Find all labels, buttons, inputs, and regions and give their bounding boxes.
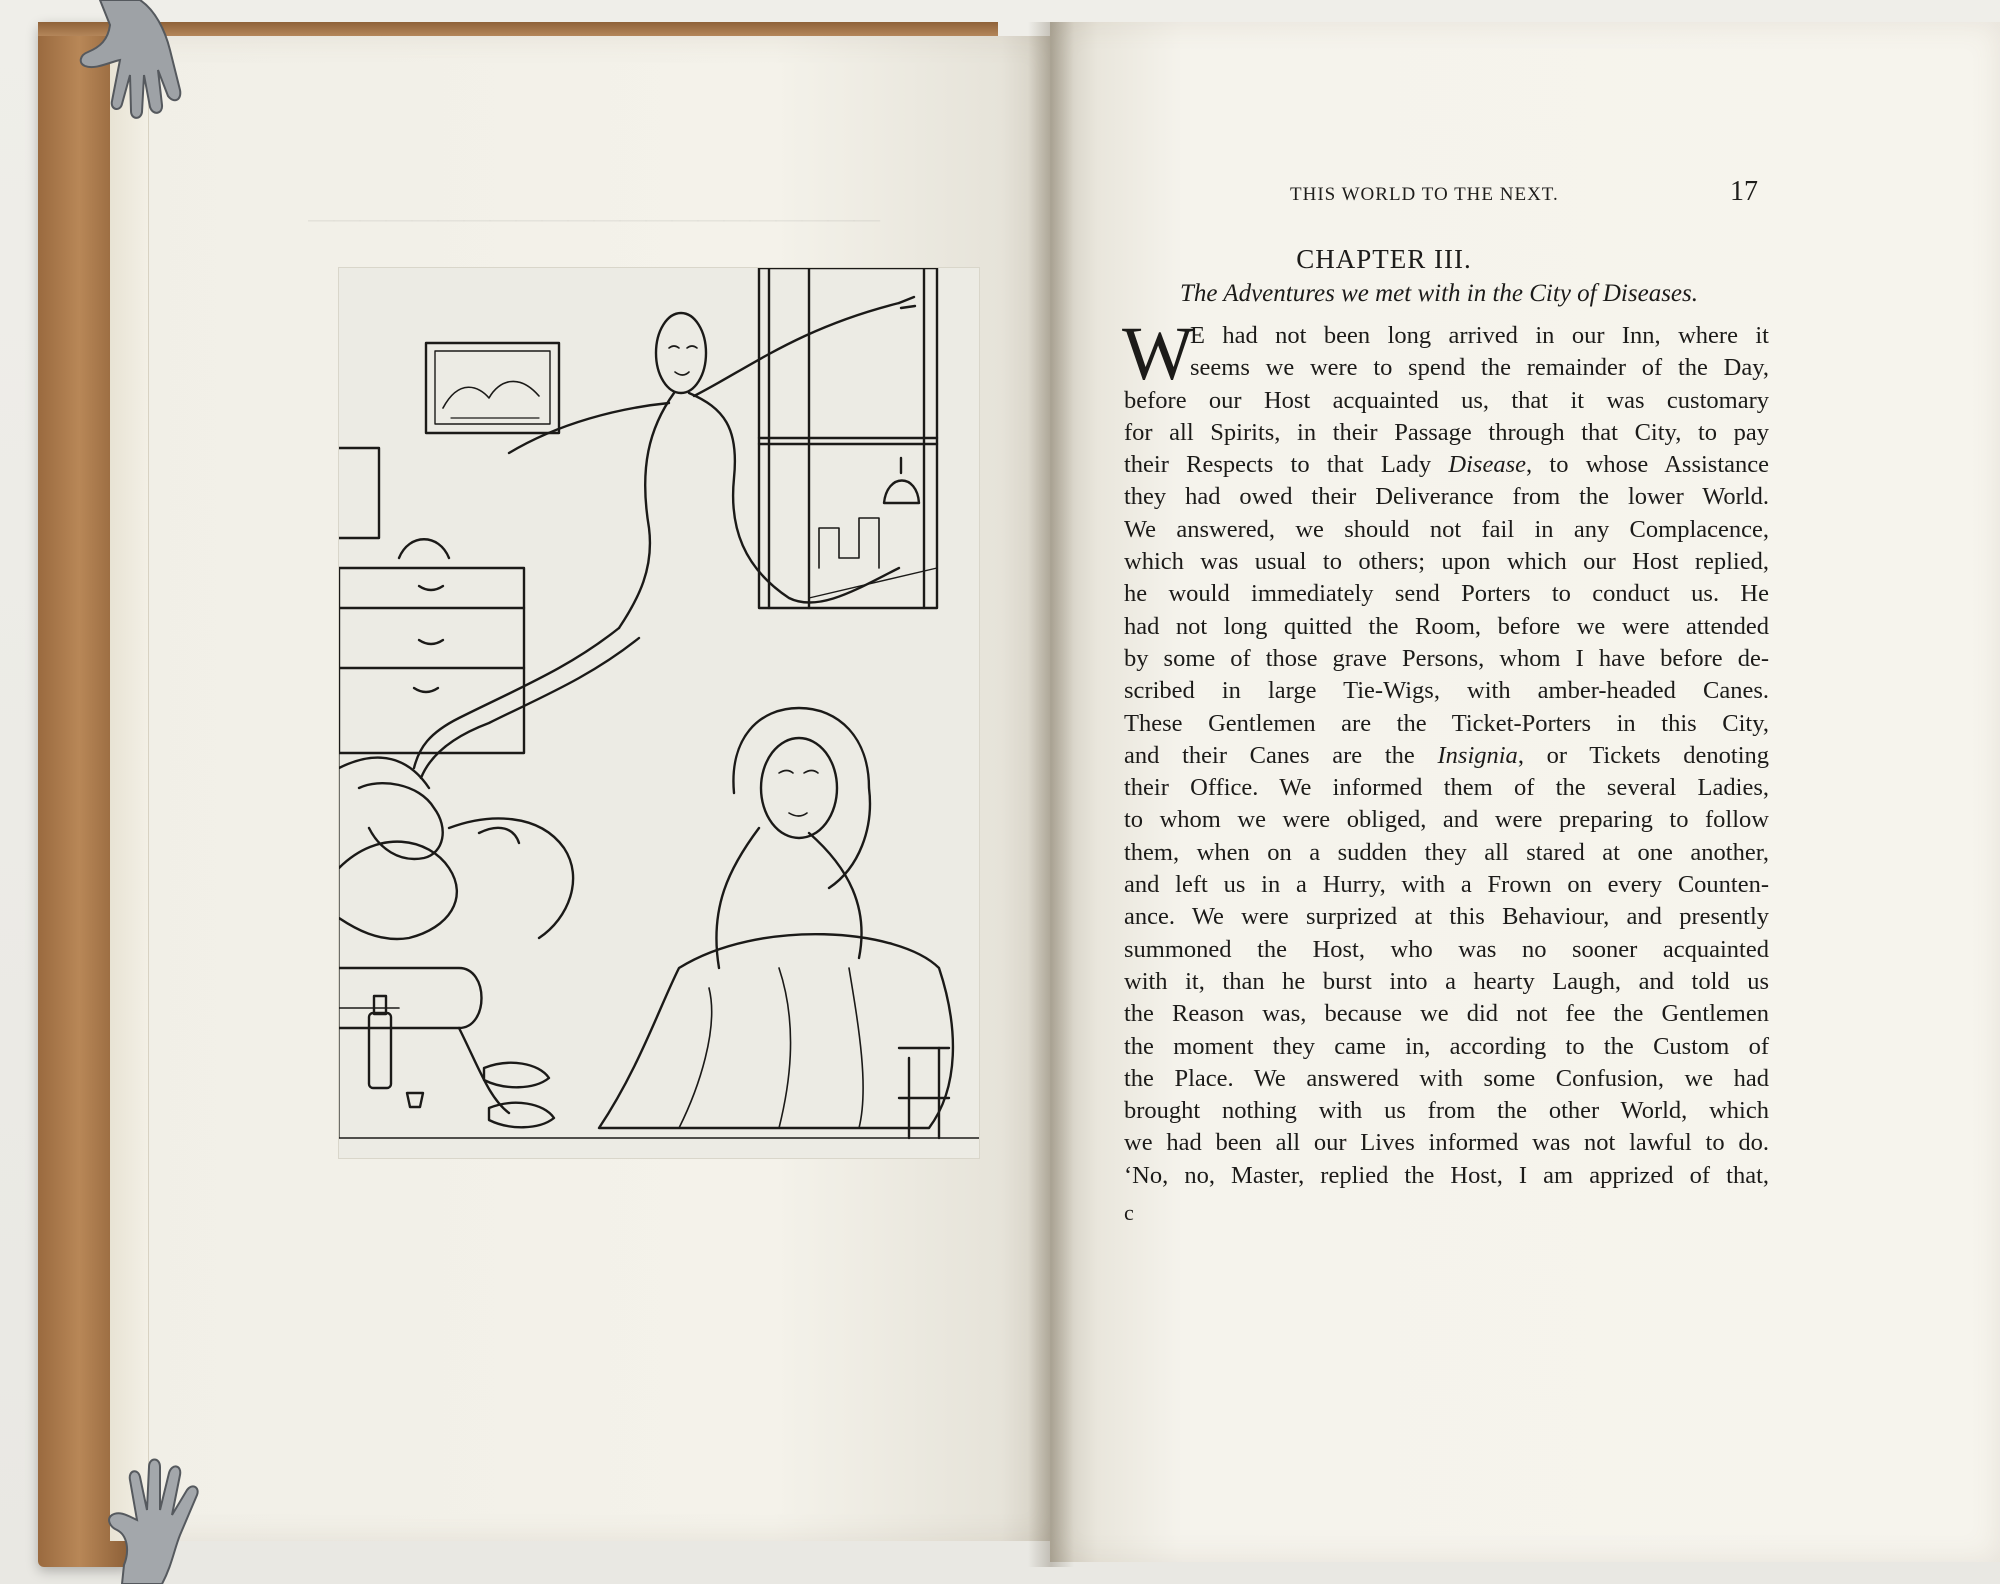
sick-room-engraving: [339, 268, 979, 1158]
engraving-illustration: [338, 267, 980, 1159]
spirit-left-arm: [509, 403, 669, 453]
text-line: for all Spirits, in their Passage through that City, to pay: [1124, 418, 1769, 446]
nurse-hood: [733, 708, 869, 888]
chapter-subtitle: The Adventures we met with in the City of Diseases.: [1180, 280, 1698, 307]
text-line: to whom we were obliged, and were preparing to follow: [1124, 806, 1769, 834]
spirit-right-arm: [694, 303, 899, 396]
top-bookweight-hand: [70, 0, 200, 120]
cup: [407, 1093, 423, 1107]
text-line: their Office. We informed them of the several Ladies,: [1124, 774, 1769, 802]
slipper: [484, 1063, 549, 1087]
text-line: we had been all our Lives informed was not lawful to do.: [1124, 1129, 1769, 1157]
text-line: had not long quitted the Room, before we were attended: [1124, 612, 1769, 640]
text-line: These Gentlemen are the Ticket-Porters in this City,: [1124, 709, 1769, 737]
sick-man-body: [449, 818, 573, 938]
chapter-title: CHAPTER III.: [1296, 244, 1472, 274]
spirit-body: [619, 393, 674, 628]
drop-cap: W: [1122, 312, 1194, 396]
nurse-face: [761, 738, 837, 838]
text-line: scribed in large Tie-Wigs, with amber-headed Canes.: [1124, 677, 1769, 705]
text-line: by some of those grave Persons, whom I have before de-: [1124, 644, 1769, 672]
text-line: they had owed their Deliverance from the lower World.: [1124, 483, 1769, 511]
text-line: their Respects to that Lady Disease, to whose Assistance: [1124, 451, 1769, 479]
show-through-text: ——————————————————————: [308, 204, 880, 233]
text-line: ‘No, no, Master, replied the Host, I am apprized of that,: [1124, 1161, 1769, 1189]
running-head: THIS WORLD TO THE NEXT.: [1290, 184, 1559, 205]
text-line: the Place. We answered with some Confusion, we had: [1124, 1064, 1769, 1092]
text-line: E had not been long arrived in our Inn, where it: [1190, 322, 1769, 349]
text-line: the moment they came in, according to the Custom of: [1124, 1032, 1769, 1060]
text-line: them, when on a sudden they all stared at one another,: [1124, 838, 1769, 866]
chapter-body-text: [1124, 320, 1769, 1192]
chest-of-drawers: [339, 568, 524, 753]
cathedral-dome: [884, 481, 919, 504]
signature-mark: c: [1124, 1200, 1134, 1225]
wall-picture-frame: [426, 343, 559, 433]
text-line: he would immediately send Porters to conduct us. He: [1124, 580, 1769, 608]
page-number: 17: [1730, 176, 1758, 207]
text-line: and left us in a Hurry, with a Frown on every Counten-: [1124, 871, 1769, 899]
left-page-deckle-edge: [110, 36, 149, 1541]
text-line: which was usual to others; upon which our Host replied,: [1124, 548, 1769, 576]
sick-man-head: [359, 783, 443, 859]
medicine-bottle: [369, 1013, 391, 1088]
text-line: seems we were to spend the remainder of the Day,: [1190, 354, 1769, 382]
text-line: before our Host acquainted us, that it was customary: [1124, 386, 1769, 414]
mirror: [339, 448, 379, 538]
bed-frame: [339, 968, 482, 1028]
text-line: We answered, we should not fail in any Complacence,: [1124, 515, 1769, 543]
text-line: summoned the Host, who was no sooner acquainted: [1124, 935, 1769, 963]
text-line: and their Canes are the Insignia, or Tickets denoting: [1124, 741, 1769, 769]
spirit-head: [656, 313, 706, 393]
text-line: ance. We were surprized at this Behaviour, and presently: [1124, 903, 1769, 931]
bottom-bookweight-hand: [102, 1455, 212, 1584]
text-line: with it, than he burst into a hearty Laugh, and told us: [1124, 967, 1769, 995]
text-line: the Reason was, because we did not fee the Gentlemen: [1124, 1000, 1769, 1028]
book-gutter: [1028, 22, 1074, 1567]
text-line: brought nothing with us from the other World, which: [1124, 1097, 1769, 1125]
